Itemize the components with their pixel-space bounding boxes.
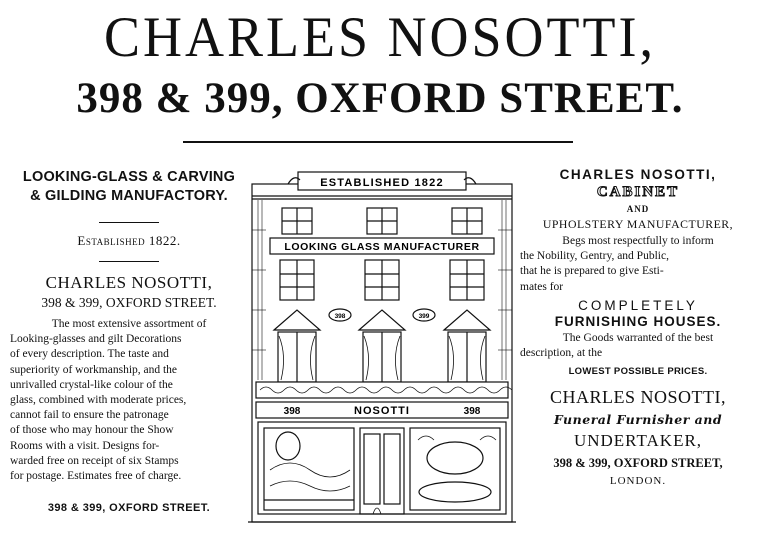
- right-body-line: the Nobility, Gentry, and Public,: [520, 250, 669, 263]
- left-body-line: warded free on receipt of six Stamps: [10, 454, 179, 467]
- left-established: Established 1822.: [77, 233, 181, 248]
- shopfront-drawing: [248, 170, 516, 526]
- left-divider-2: [99, 261, 159, 262]
- advert-title: CHARLES NOSOTTI,: [103, 5, 656, 69]
- right-london: LONDON.: [609, 475, 667, 488]
- left-heading-line2: & GILDING MANUFACTORY.: [30, 188, 228, 204]
- left-heading-line1: LOOKING-GLASS & CARVING: [22, 169, 236, 185]
- right-body-line: that he is prepared to give Esti-: [520, 265, 664, 278]
- right-body-line: Begs most respectfully to inform: [562, 235, 714, 247]
- sign-looking-glass: LOOKING GLASS MANUFACTURER: [284, 241, 480, 253]
- left-body-line: for postage. Estimates free of charge.: [10, 470, 182, 483]
- left-column: [10, 160, 248, 514]
- right-cabinet: CABINET: [596, 184, 680, 200]
- header-rule: [183, 141, 573, 143]
- left-body-line: cannot fail to ensure the patronage: [10, 409, 169, 422]
- right-funeral: Funeral Furnisher and: [553, 412, 723, 428]
- left-body: [10, 317, 248, 484]
- right-name: CHARLES NOSOTTI,: [559, 167, 717, 182]
- left-body-line: superiority of workmanship, and the: [10, 363, 178, 376]
- left-divider: [99, 222, 159, 223]
- left-address: 398 & 399, OXFORD STREET.: [41, 295, 217, 310]
- right-name-2: CHARLES NOSOTTI,: [549, 387, 726, 408]
- fascia-left-number: 398: [283, 406, 301, 417]
- right-completely: COMPLETELY: [578, 297, 698, 313]
- left-body-line: glass, combined with moderate prices,: [10, 394, 187, 407]
- right-warranted: [520, 331, 756, 361]
- right-body: [520, 234, 756, 295]
- medallion-right-number: 399: [418, 313, 430, 320]
- right-furnishing: FURNISHING HOUSES.: [554, 313, 722, 329]
- left-footer: 398 & 399, OXFORD STREET.: [47, 502, 211, 515]
- right-undertaker: UNDERTAKER,: [573, 431, 703, 451]
- right-and: AND: [626, 204, 650, 214]
- left-name: CHARLES NOSOTTI,: [45, 273, 213, 292]
- left-body-line: Rooms with a visit. Designs for-: [10, 439, 160, 452]
- right-address: 398 & 399, OXFORD STREET,: [553, 456, 723, 471]
- left-body-line: The most extensive assortment of: [51, 318, 207, 330]
- fascia-name: NOSOTTI: [354, 405, 410, 417]
- right-warranted-line: The Goods warranted of the best: [562, 331, 714, 344]
- right-lowest-prices: LOWEST POSSIBLE PRICES.: [568, 366, 708, 378]
- shopfront-illustration: [248, 170, 516, 526]
- right-body-line: mates for: [520, 280, 564, 293]
- left-body-line: Looking-glasses and gilt Decorations: [10, 333, 182, 346]
- fascia-right-number: 398: [463, 406, 481, 417]
- left-body-line: of those who may honour the Show: [10, 424, 174, 437]
- medallion-left-number: 398: [334, 313, 346, 320]
- sign-established: ESTABLISHED 1822: [320, 177, 444, 189]
- advert-address: 398 & 399, OXFORD STREET.: [76, 75, 684, 122]
- right-warranted-line: description, at the: [520, 347, 603, 360]
- right-upholstery: UPHOLSTERY MANUFACTURER,: [542, 217, 734, 231]
- left-body-line: of every description. The taste and: [10, 348, 169, 361]
- right-column: [520, 160, 756, 487]
- left-body-line: unrivalled crystal-like colour of the: [10, 378, 173, 391]
